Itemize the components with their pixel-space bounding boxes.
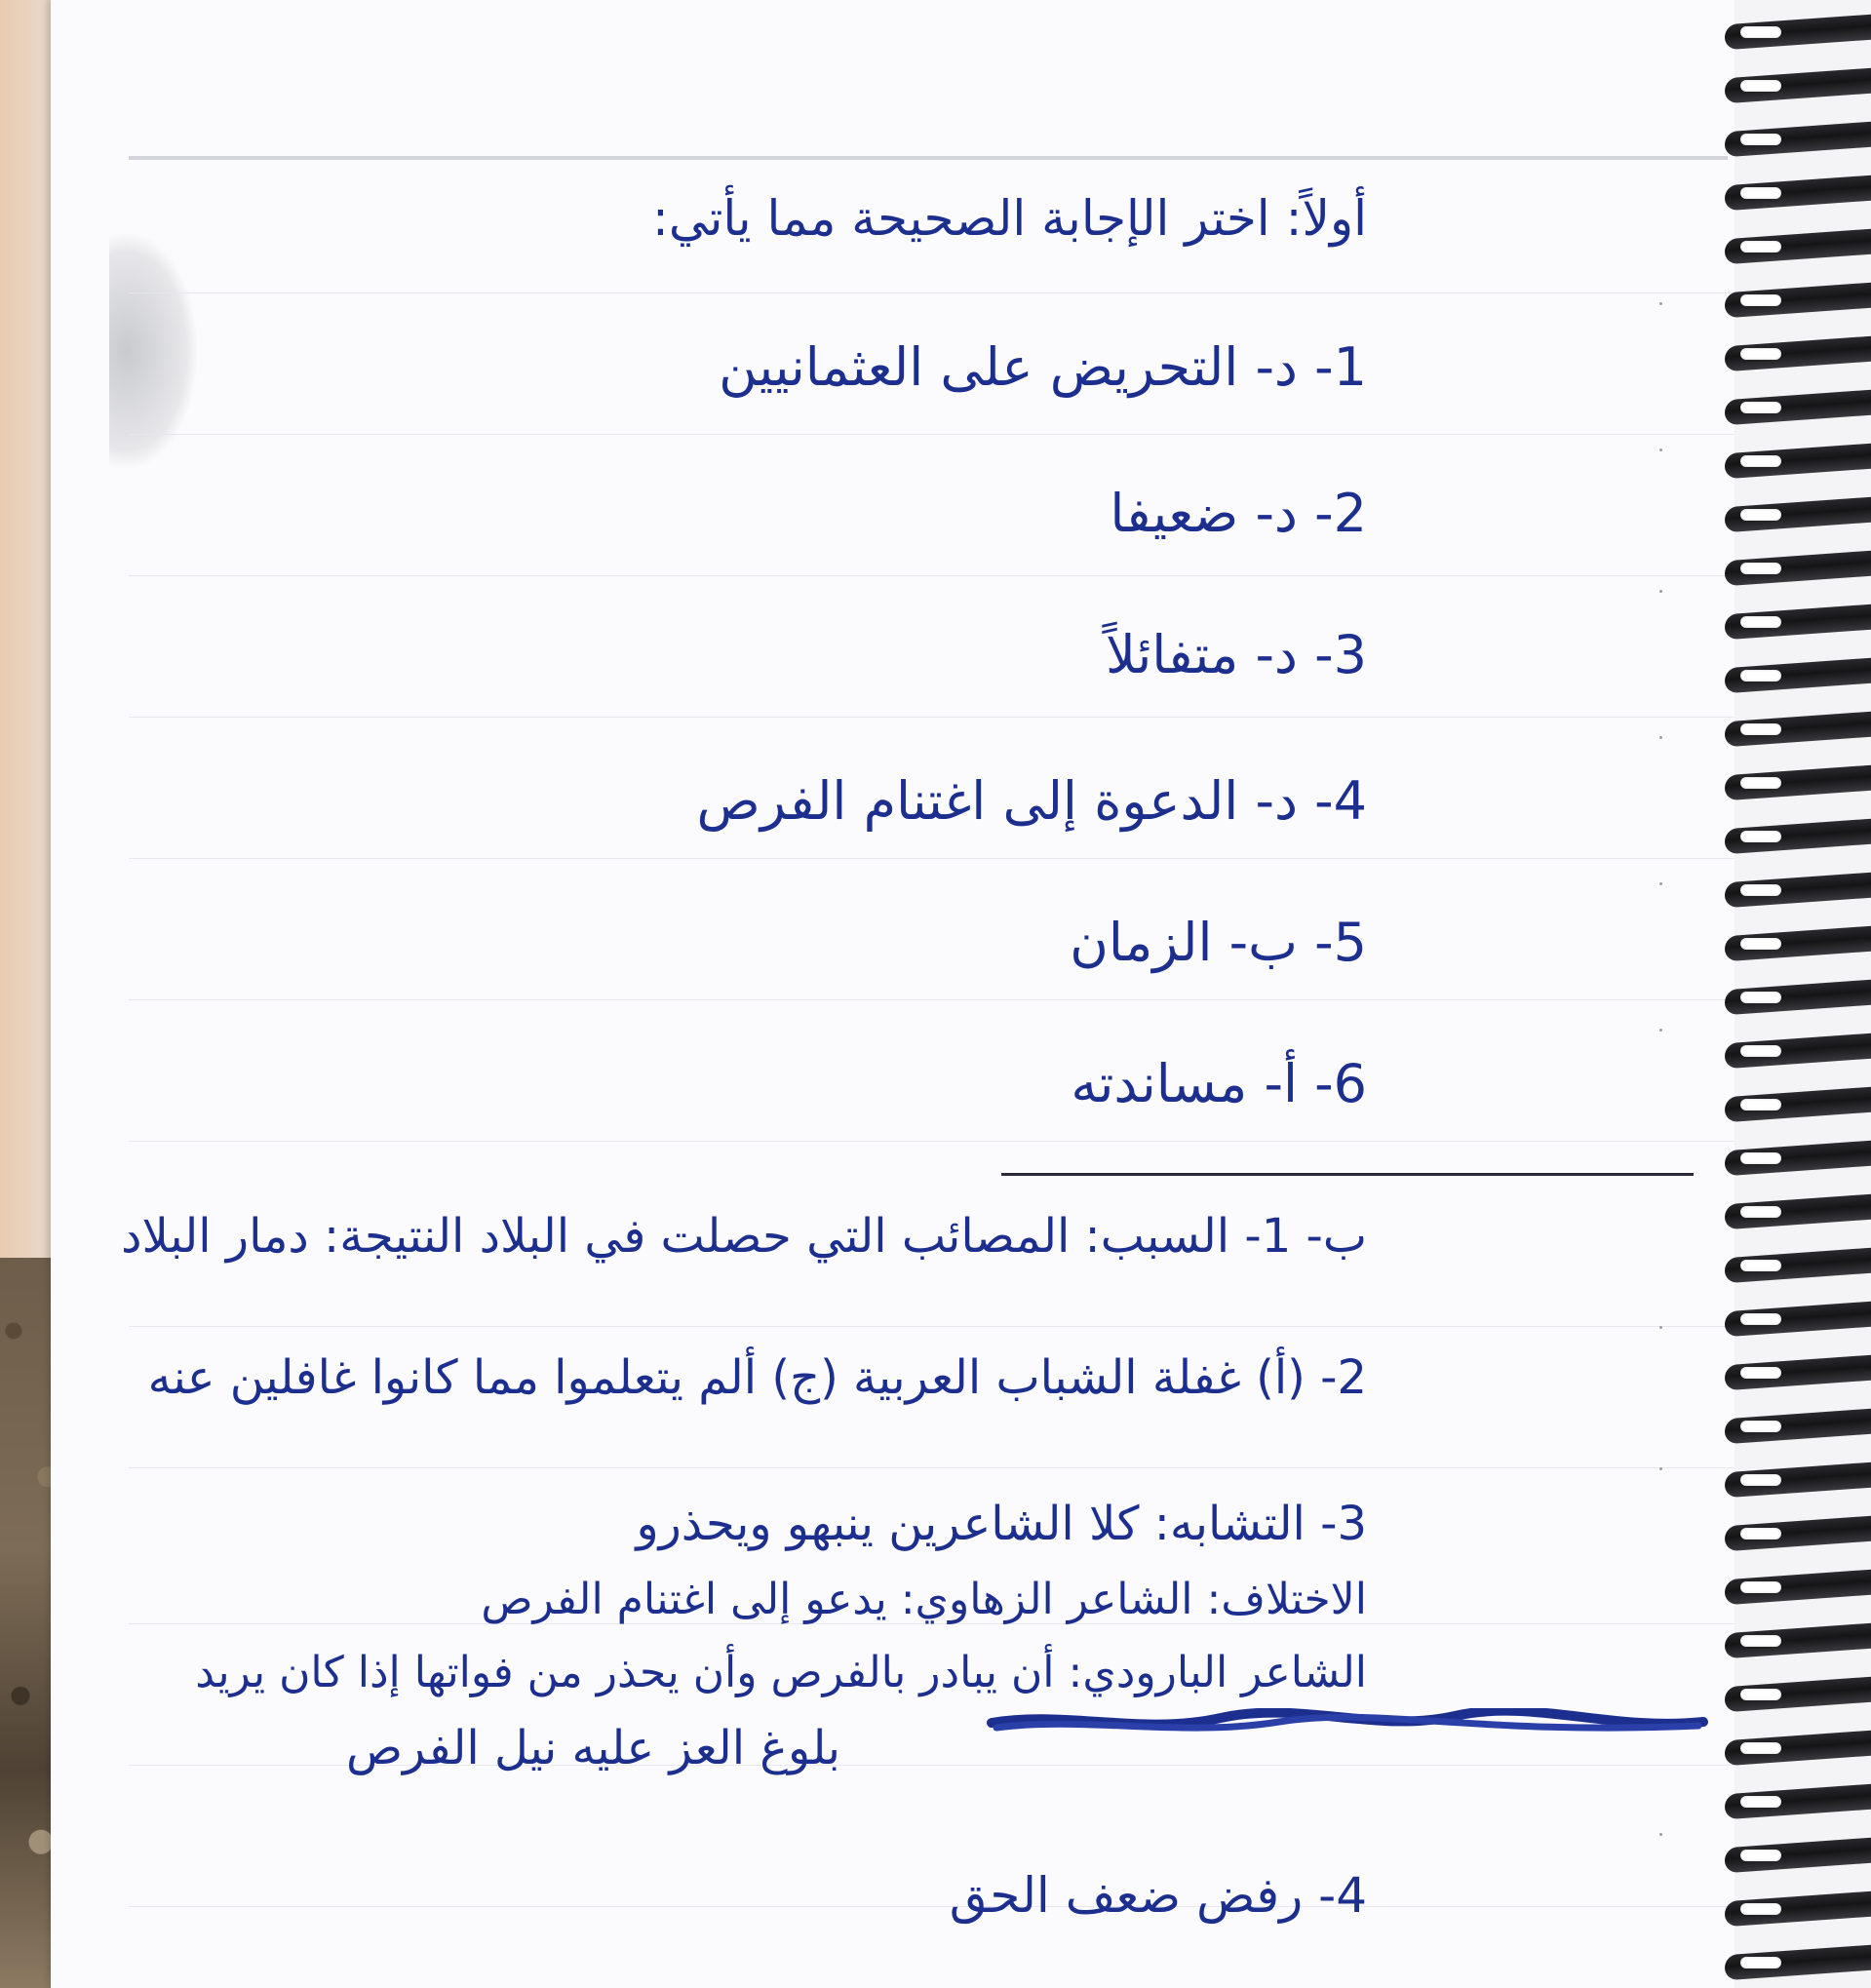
part-b-line-1: ب- 1- السبب: المصائب التي حصلت في البلاد النتيجة: دمار البلاد bbox=[121, 1209, 1367, 1264]
margin-dot bbox=[1659, 1029, 1662, 1032]
margin-dot bbox=[1659, 590, 1662, 593]
ruled-line bbox=[129, 1141, 1796, 1142]
part-b-line-4: الاختلاف: الشاعر الزهاوي: يدعو إلى اغتنام الفرص bbox=[481, 1575, 1367, 1624]
binding-hole bbox=[1740, 1474, 1781, 1486]
binding-hole bbox=[1740, 1742, 1781, 1754]
binding-hole bbox=[1740, 1850, 1781, 1861]
worksheet-heading: أولاً: اختر الإجابة الصحيحة مما يأتي: bbox=[651, 190, 1367, 247]
margin-dot bbox=[1659, 1833, 1662, 1836]
page-curl-shadow bbox=[109, 234, 197, 468]
binding-hole bbox=[1740, 992, 1781, 1003]
ruled-line bbox=[129, 717, 1796, 718]
binding-hole bbox=[1740, 563, 1781, 574]
binding-hole bbox=[1740, 884, 1781, 896]
ruled-line bbox=[129, 292, 1796, 293]
binding-hole bbox=[1740, 187, 1781, 199]
binding-hole bbox=[1740, 723, 1781, 735]
binding-hole bbox=[1740, 1206, 1781, 1218]
binding-hole bbox=[1740, 134, 1781, 145]
part-b-line-2: 2- (أ) غفلة الشباب العربية (ج) ألم يتعلموا مما كانوا غافلين عنه bbox=[147, 1350, 1367, 1405]
answer-2: 2- د- ضعيفا bbox=[1110, 483, 1367, 544]
margin-dot bbox=[1659, 1326, 1662, 1329]
binding-hole bbox=[1740, 1635, 1781, 1647]
ruled-line bbox=[129, 434, 1796, 435]
binding-hole bbox=[1740, 1903, 1781, 1915]
binding-hole bbox=[1740, 26, 1781, 38]
part-b-line-7: 4- رفض ضعف الحق bbox=[949, 1867, 1367, 1924]
margin-dot bbox=[1659, 302, 1662, 305]
ruled-line bbox=[129, 1467, 1796, 1468]
binding-hole bbox=[1740, 1421, 1781, 1432]
binding-hole bbox=[1740, 455, 1781, 467]
answer-5: 5- ب- الزمان bbox=[1070, 912, 1367, 973]
margin-dot bbox=[1659, 736, 1662, 739]
margin-dot bbox=[1659, 882, 1662, 885]
margin-dot bbox=[1659, 448, 1662, 451]
binding-hole bbox=[1740, 938, 1781, 950]
spiral-binding bbox=[1735, 0, 1871, 1988]
binding-hole bbox=[1740, 1689, 1781, 1700]
binding-hole bbox=[1740, 1152, 1781, 1164]
binding-hole bbox=[1740, 1796, 1781, 1808]
binding-hole bbox=[1740, 1099, 1781, 1111]
crossed-out-scribble bbox=[987, 1708, 1708, 1737]
margin-dot bbox=[1659, 1467, 1662, 1470]
part-b-line-3: 3- التشابه: كلا الشاعرين ينبهو ويحذرو bbox=[636, 1497, 1367, 1551]
binding-hole bbox=[1740, 1528, 1781, 1540]
binding-hole bbox=[1740, 402, 1781, 413]
binding-hole bbox=[1740, 831, 1781, 842]
answer-4: 4- د- الدعوة إلى اغتنام الفرص bbox=[696, 770, 1367, 832]
answer-6: 6- أ- مساندته bbox=[1071, 1053, 1367, 1114]
binding-hole bbox=[1740, 1260, 1781, 1271]
binding-hole bbox=[1740, 348, 1781, 360]
ruled-line bbox=[129, 1326, 1796, 1327]
part-b-line-6: بلوغ العز عليه نيل الفرص bbox=[345, 1721, 840, 1775]
ruled-line bbox=[129, 999, 1796, 1000]
binding-hole bbox=[1740, 1045, 1781, 1057]
binding-hole bbox=[1740, 616, 1781, 628]
part-b-line-5: الشاعر البارودي: أن يبادر بالفرص وأن يحذر من فواتها إذا كان يريد bbox=[195, 1648, 1367, 1697]
binding-hole bbox=[1740, 1313, 1781, 1325]
section-divider bbox=[1001, 1173, 1694, 1176]
binding-hole bbox=[1740, 777, 1781, 789]
binding-hole bbox=[1740, 80, 1781, 92]
binding-hole bbox=[1740, 241, 1781, 253]
binding-hole bbox=[1740, 1957, 1781, 1969]
notebook-page bbox=[51, 0, 1796, 1988]
ruled-line bbox=[129, 575, 1796, 576]
binding-hole bbox=[1740, 1581, 1781, 1593]
binding-hole bbox=[1740, 1367, 1781, 1379]
answer-3: 3- د- متفائلاً bbox=[1106, 624, 1367, 685]
ruled-line bbox=[129, 858, 1796, 859]
binding-hole bbox=[1740, 670, 1781, 682]
answer-1: 1- د- التحريض على العثمانيين bbox=[719, 336, 1367, 398]
binding-hole bbox=[1740, 509, 1781, 521]
binding-hole bbox=[1740, 294, 1781, 306]
top-margin-rule bbox=[129, 156, 1728, 160]
